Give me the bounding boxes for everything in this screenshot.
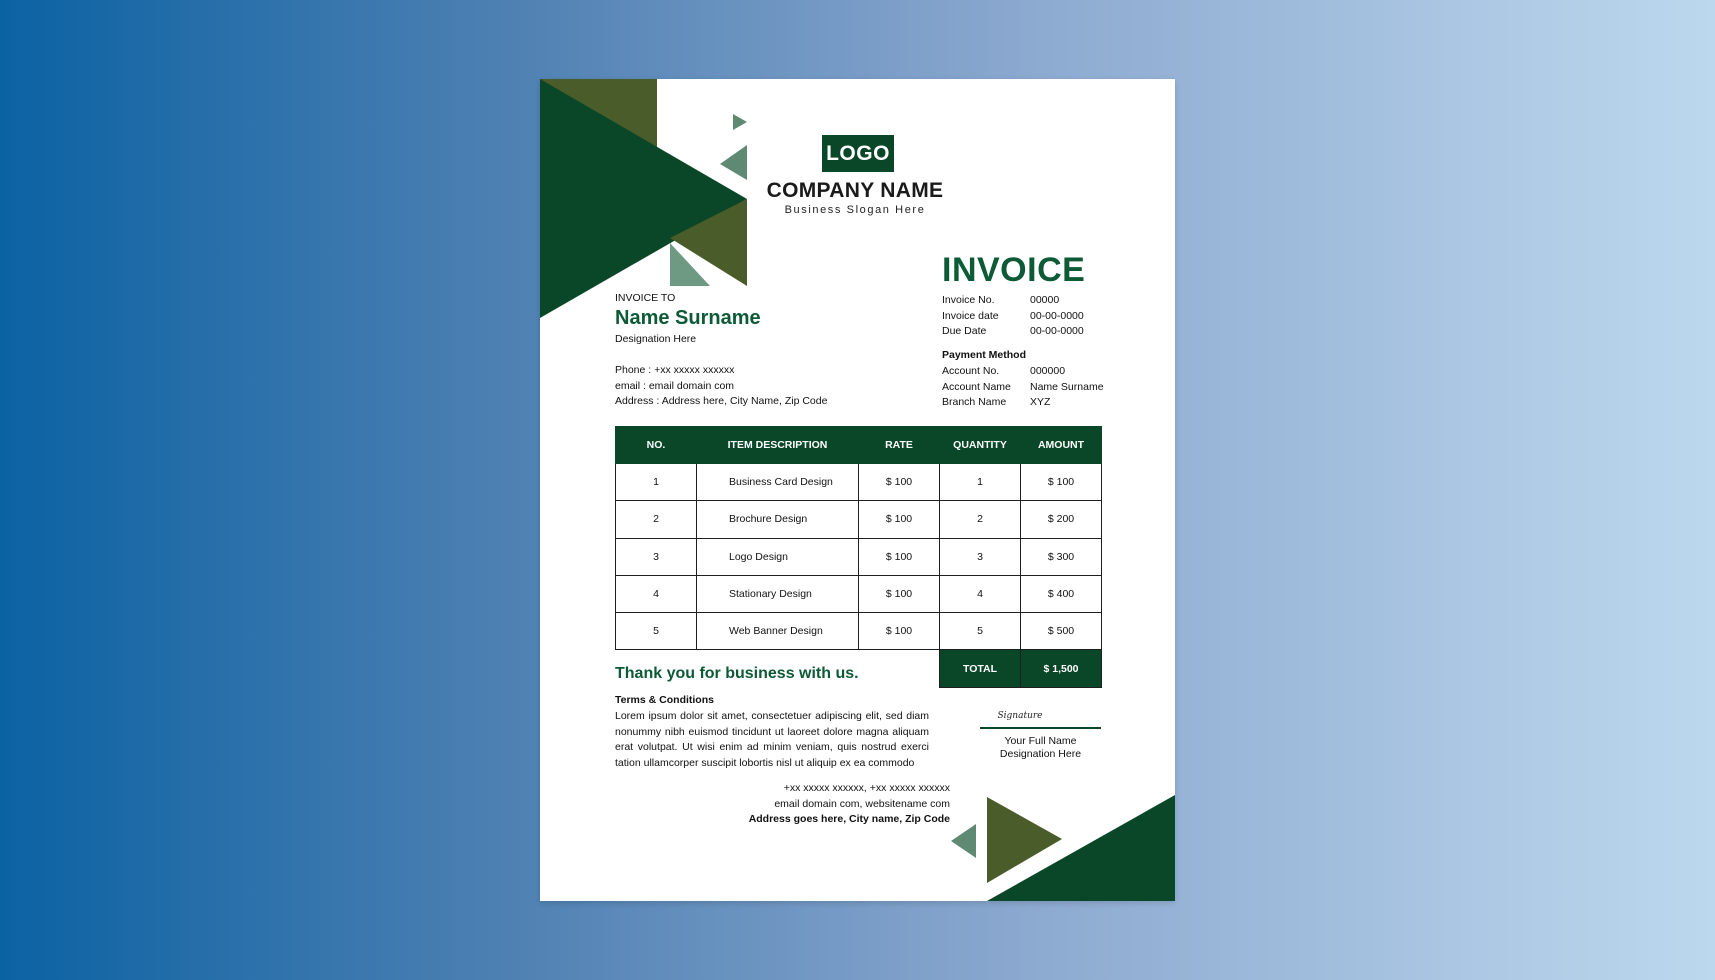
cell-no: 4 [616, 575, 697, 612]
cell-quantity: 2 [940, 501, 1021, 538]
invoice-page [540, 79, 1175, 901]
col-item-description: ITEM DESCRIPTION [697, 427, 859, 464]
cell-rate: $ 100 [859, 464, 940, 501]
table-row [616, 613, 1102, 650]
signature-script: Signature [997, 711, 1043, 721]
terms-heading: Terms & Conditions [615, 694, 714, 706]
signature-line [980, 727, 1101, 729]
branch-name-value: XYZ [1030, 396, 1051, 409]
invoice-no-label: Invoice No. [942, 294, 995, 306]
cell-no: 5 [616, 613, 697, 650]
col-no: NO. [616, 427, 697, 464]
account-no-label: Account No. [942, 365, 1000, 377]
payment-method-heading: Payment Method [942, 349, 1027, 361]
deco-small-arrow [720, 145, 747, 180]
footer-contact [720, 781, 950, 828]
table-row [616, 538, 1102, 575]
due-date-label: Due Date [942, 325, 987, 338]
company-name: COMPANY NAME [766, 179, 944, 202]
cell-description: Brochure Design [697, 501, 859, 538]
table-row [616, 501, 1102, 538]
cell-rate: $ 100 [859, 613, 940, 650]
cell-description: Logo Design [697, 538, 859, 575]
col-amount: AMOUNT [1021, 427, 1102, 464]
due-date-value: 00-00-0000 [1030, 325, 1084, 338]
client-designation: Designation Here [615, 333, 697, 345]
invoice-title: INVOICE [942, 251, 1086, 289]
deco-tiny-arrow [733, 114, 747, 130]
signatory-designation: Designation Here [999, 748, 1082, 760]
cell-description: Stationary Design [697, 575, 859, 612]
cell-amount: $ 500 [1021, 613, 1102, 650]
cell-quantity: 3 [940, 538, 1021, 575]
footer-phones: +xx xxxxx xxxxxx, +xx xxxxx xxxxxx [783, 782, 950, 794]
account-no-value: 000000 [1030, 365, 1066, 377]
account-name-value: Name Surname [1030, 380, 1104, 393]
account-name-label: Account Name [942, 380, 1011, 393]
invoice-date-label: Invoice date [942, 309, 999, 322]
client-address: Address : Address here, City Name, Zip Code [615, 395, 828, 408]
cell-no: 1 [616, 464, 697, 501]
cell-quantity: 1 [940, 464, 1021, 501]
cell-no: 2 [616, 501, 697, 538]
table-row [616, 575, 1102, 612]
footer-address: Address goes here, City name, Zip Code [748, 813, 950, 826]
table-header-row [616, 427, 1102, 464]
deco-muted-bottom [951, 824, 976, 858]
cell-amount: $ 200 [1021, 501, 1102, 538]
total-label: TOTAL [940, 650, 1021, 687]
cell-rate: $ 100 [859, 501, 940, 538]
cell-rate: $ 100 [859, 575, 940, 612]
invoice-date-value: 00-00-0000 [1030, 309, 1084, 322]
total-value: $ 1,500 [1021, 650, 1102, 687]
cell-quantity: 5 [940, 613, 1021, 650]
invoice-to-heading: INVOICE TO [615, 292, 676, 304]
client-contact [615, 363, 827, 410]
col-quantity: QUANTITY [940, 427, 1021, 464]
cell-amount: $ 300 [1021, 538, 1102, 575]
cell-quantity: 4 [940, 575, 1021, 612]
cell-amount: $ 100 [1021, 464, 1102, 501]
branch-name-label: Branch Name [942, 396, 1007, 409]
footer-web: email domain com, websitename com [774, 797, 950, 810]
business-slogan: Business Slogan Here [784, 204, 926, 216]
invoice-no-value: 00000 [1030, 294, 1060, 306]
client-phone: Phone : +xx xxxxx xxxxxx [615, 364, 735, 376]
table-row [616, 464, 1102, 501]
cell-amount: $ 400 [1021, 575, 1102, 612]
items-table [615, 426, 1102, 688]
cell-description: Business Card Design [697, 464, 859, 501]
logo: LOGO [822, 135, 894, 172]
cell-rate: $ 100 [859, 538, 940, 575]
terms-text: Lorem ipsum dolor sit amet, consectetuer adipiscing elit, sed diam nonummy nibh euismod tincidunt ut laoreet dolore magna aliquam erat volutpat. Ut wisi enim ad minim veniam, quis nostrud exerci tation ullamcorper suscipit lobortis nisl ut aliquip ex ea commodo [615, 710, 929, 769]
client-name: Name Surname [615, 307, 761, 329]
thank-you-message: Thank you for business with us. [615, 665, 859, 682]
col-rate: RATE [859, 427, 940, 464]
client-email: email : email domain com [615, 379, 735, 392]
cell-no: 3 [616, 538, 697, 575]
signatory-name: Your Full Name [1004, 735, 1077, 747]
cell-description: Web Banner Design [697, 613, 859, 650]
